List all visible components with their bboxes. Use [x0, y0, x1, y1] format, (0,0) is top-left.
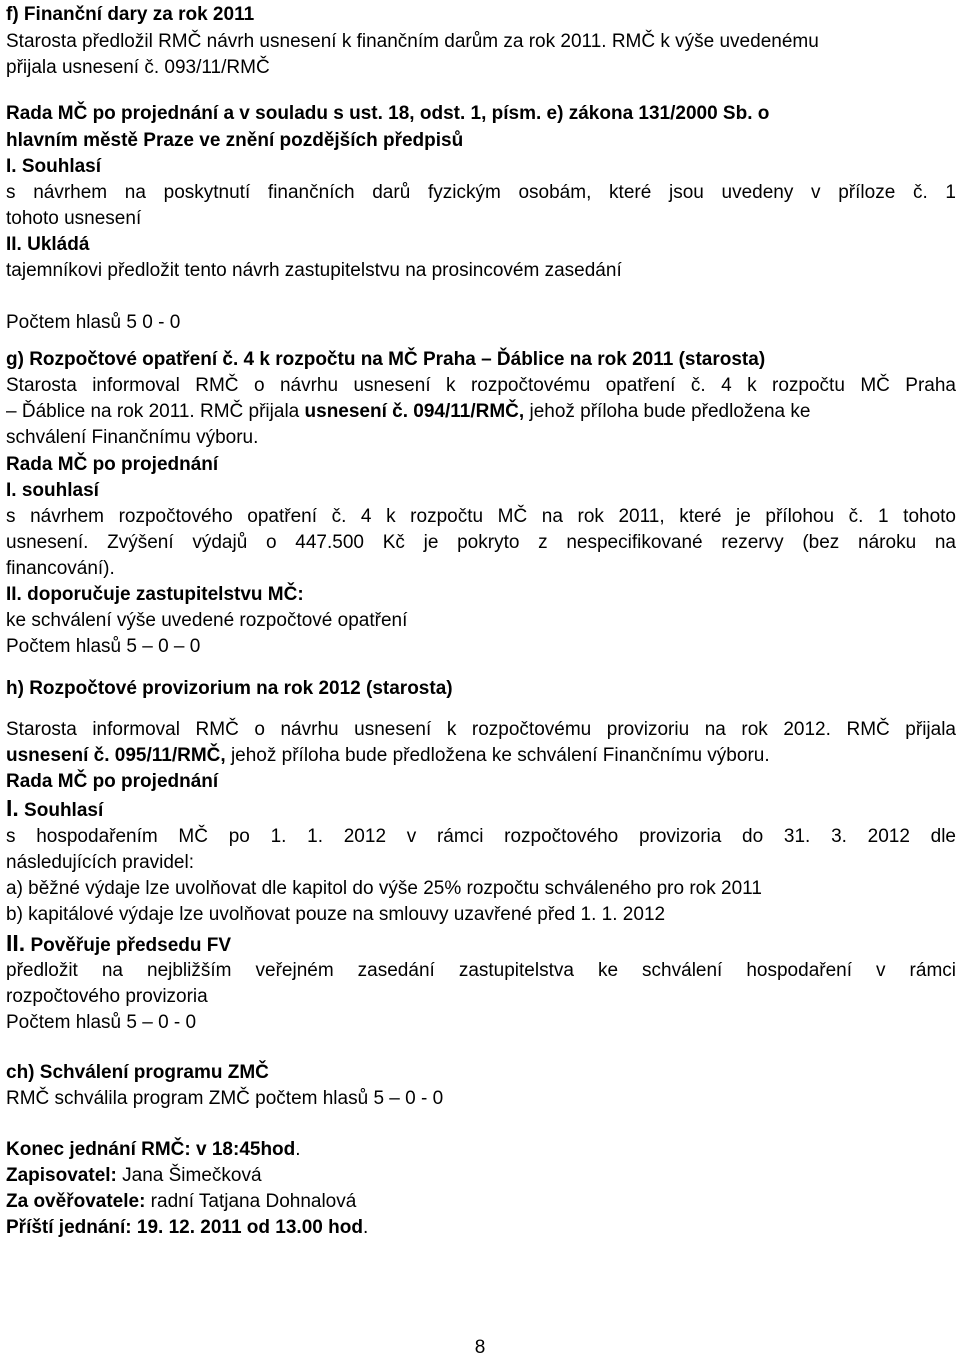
closing-verifiers: Za ověřovatele: radní Tatjana Dohnalová	[6, 1191, 357, 1212]
section-g-point1-text-line1: s návrhem rozpočtového opatření č. 4 k rozpočtu MČ na rok 2011, které je přílohou č. 1 tohoto	[6, 506, 956, 527]
section-h-rule-a: a) běžné výdaje lze uvolňovat dle kapitol do výše 25% rozpočtu schváleného pro rok 2011	[6, 878, 762, 899]
section-g-point1-text-line3: financování).	[6, 558, 115, 579]
section-h-point1-text-line1: s hospodařením MČ po 1. 1. 2012 v rámci rozpočtového provizoria do 31. 3. 2012 dle	[6, 826, 956, 847]
section-h-text-line2: usnesení č. 095/11/RMČ, jehož příloha bude předložena ke schválení Finančnímu výboru.	[6, 745, 770, 766]
section-f-intro-line1: Starosta předložil RMČ návrh usnesení k finančním darům za rok 2011. RMČ k výše uvedenému	[6, 31, 819, 52]
section-f-point1-text-line2: tohoto usnesení	[6, 208, 142, 229]
section-f-point2-title: II. Ukládá	[6, 234, 90, 255]
section-f-intro-line2: přijala usnesení č. 093/11/RMČ	[6, 57, 270, 78]
section-g-point2-title: II. doporučuje zastupitelstvu MČ:	[6, 584, 304, 605]
section-h-point1-title: I. Souhlasí	[6, 795, 104, 821]
section-h-heading: h) Rozpočtové provizorium na rok 2012 (starosta)	[6, 678, 453, 699]
resolution-number: usnesení č. 095/11/RMČ,	[6, 745, 226, 766]
section-f-point2-text: tajemníkovi předložit tento návrh zastupitelstvu na prosincovém zasedání	[6, 260, 622, 281]
section-g-text-line3: schválení Finančnímu výboru.	[6, 427, 259, 448]
section-g-point1-text-line2: usnesení. Zvýšení výdajů o 447.500 Kč je pokryto z nespecifikované rezervy (bez nároku na	[6, 532, 956, 553]
section-f-council-line1: Rada MČ po projednání a v souladu s ust. 18, odst. 1, písm. e) zákona 131/2000 Sb. o	[6, 103, 770, 124]
closing-recorder: Zapisovatel: Jana Šimečková	[6, 1165, 262, 1186]
section-g-text-line1: Starosta informoval RMČ o návrhu usnesení k rozpočtovému opatření č. 4 k rozpočtu MČ Praha	[6, 375, 956, 396]
section-g-point1-title: I. souhlasí	[6, 480, 99, 501]
section-f-council-line2: hlavním městě Praze ve znění pozdějších předpisů	[6, 130, 464, 151]
section-h-point2-text-line2: rozpočtového provizoria	[6, 986, 208, 1007]
section-f-point1-text-line1: s návrhem na poskytnutí finančních darů fyzickým osobám, které jsou uvedeny v příloze č. 1	[6, 182, 956, 203]
section-h-point2-text-line1: předložit na nejbližším veřejném zasedání zastupitelstva ke schválení hospodaření v rámci	[6, 960, 956, 981]
section-h-text-line1: Starosta informoval RMČ o návrhu usnesení k rozpočtovému provizoriu na rok 2012. RMČ přijala	[6, 719, 956, 740]
section-g-text-line2: – Ďáblice na rok 2011. RMČ přijala usnesení č. 094/11/RMČ, jehož příloha bude předložena ke	[6, 401, 811, 422]
section-f-votes: Počtem hlasů 5 0 - 0	[6, 312, 181, 333]
section-f-point1-title: I. Souhlasí	[6, 156, 102, 177]
section-ch-heading: ch) Schválení programu ZMČ	[6, 1062, 269, 1083]
section-h-council: Rada MČ po projednání	[6, 771, 219, 792]
section-g-votes: Počtem hlasů 5 – 0 – 0	[6, 636, 201, 657]
page-number: 8	[474, 1337, 486, 1358]
section-h-point1-text-line2: následujících pravidel:	[6, 852, 194, 873]
section-h-point2-title: II. Pověřuje předsedu FV	[6, 930, 232, 956]
section-g-council: Rada MČ po projednání	[6, 454, 219, 475]
closing-end: Konec jednání RMČ: v 18:45hod.	[6, 1139, 301, 1160]
closing-next-meeting: Příští jednání: 19. 12. 2011 od 13.00 hod.	[6, 1217, 369, 1238]
section-h-rule-b: b) kapitálové výdaje lze uvolňovat pouze na smlouvy uzavřené před 1. 1. 2012	[6, 904, 666, 925]
section-h-votes: Počtem hlasů 5 – 0 - 0	[6, 1012, 197, 1033]
section-g-heading: g) Rozpočtové opatření č. 4 k rozpočtu na MČ Praha – Ďáblice na rok 2011 (starosta)	[6, 349, 766, 370]
section-ch-text: RMČ schválila program ZMČ počtem hlasů 5 – 0 - 0	[6, 1088, 444, 1109]
section-g-point2-text: ke schválení výše uvedené rozpočtové opatření	[6, 610, 408, 631]
section-f-heading: f) Finanční dary za rok 2011	[6, 4, 255, 25]
resolution-number: usnesení č. 094/11/RMČ,	[304, 401, 525, 422]
